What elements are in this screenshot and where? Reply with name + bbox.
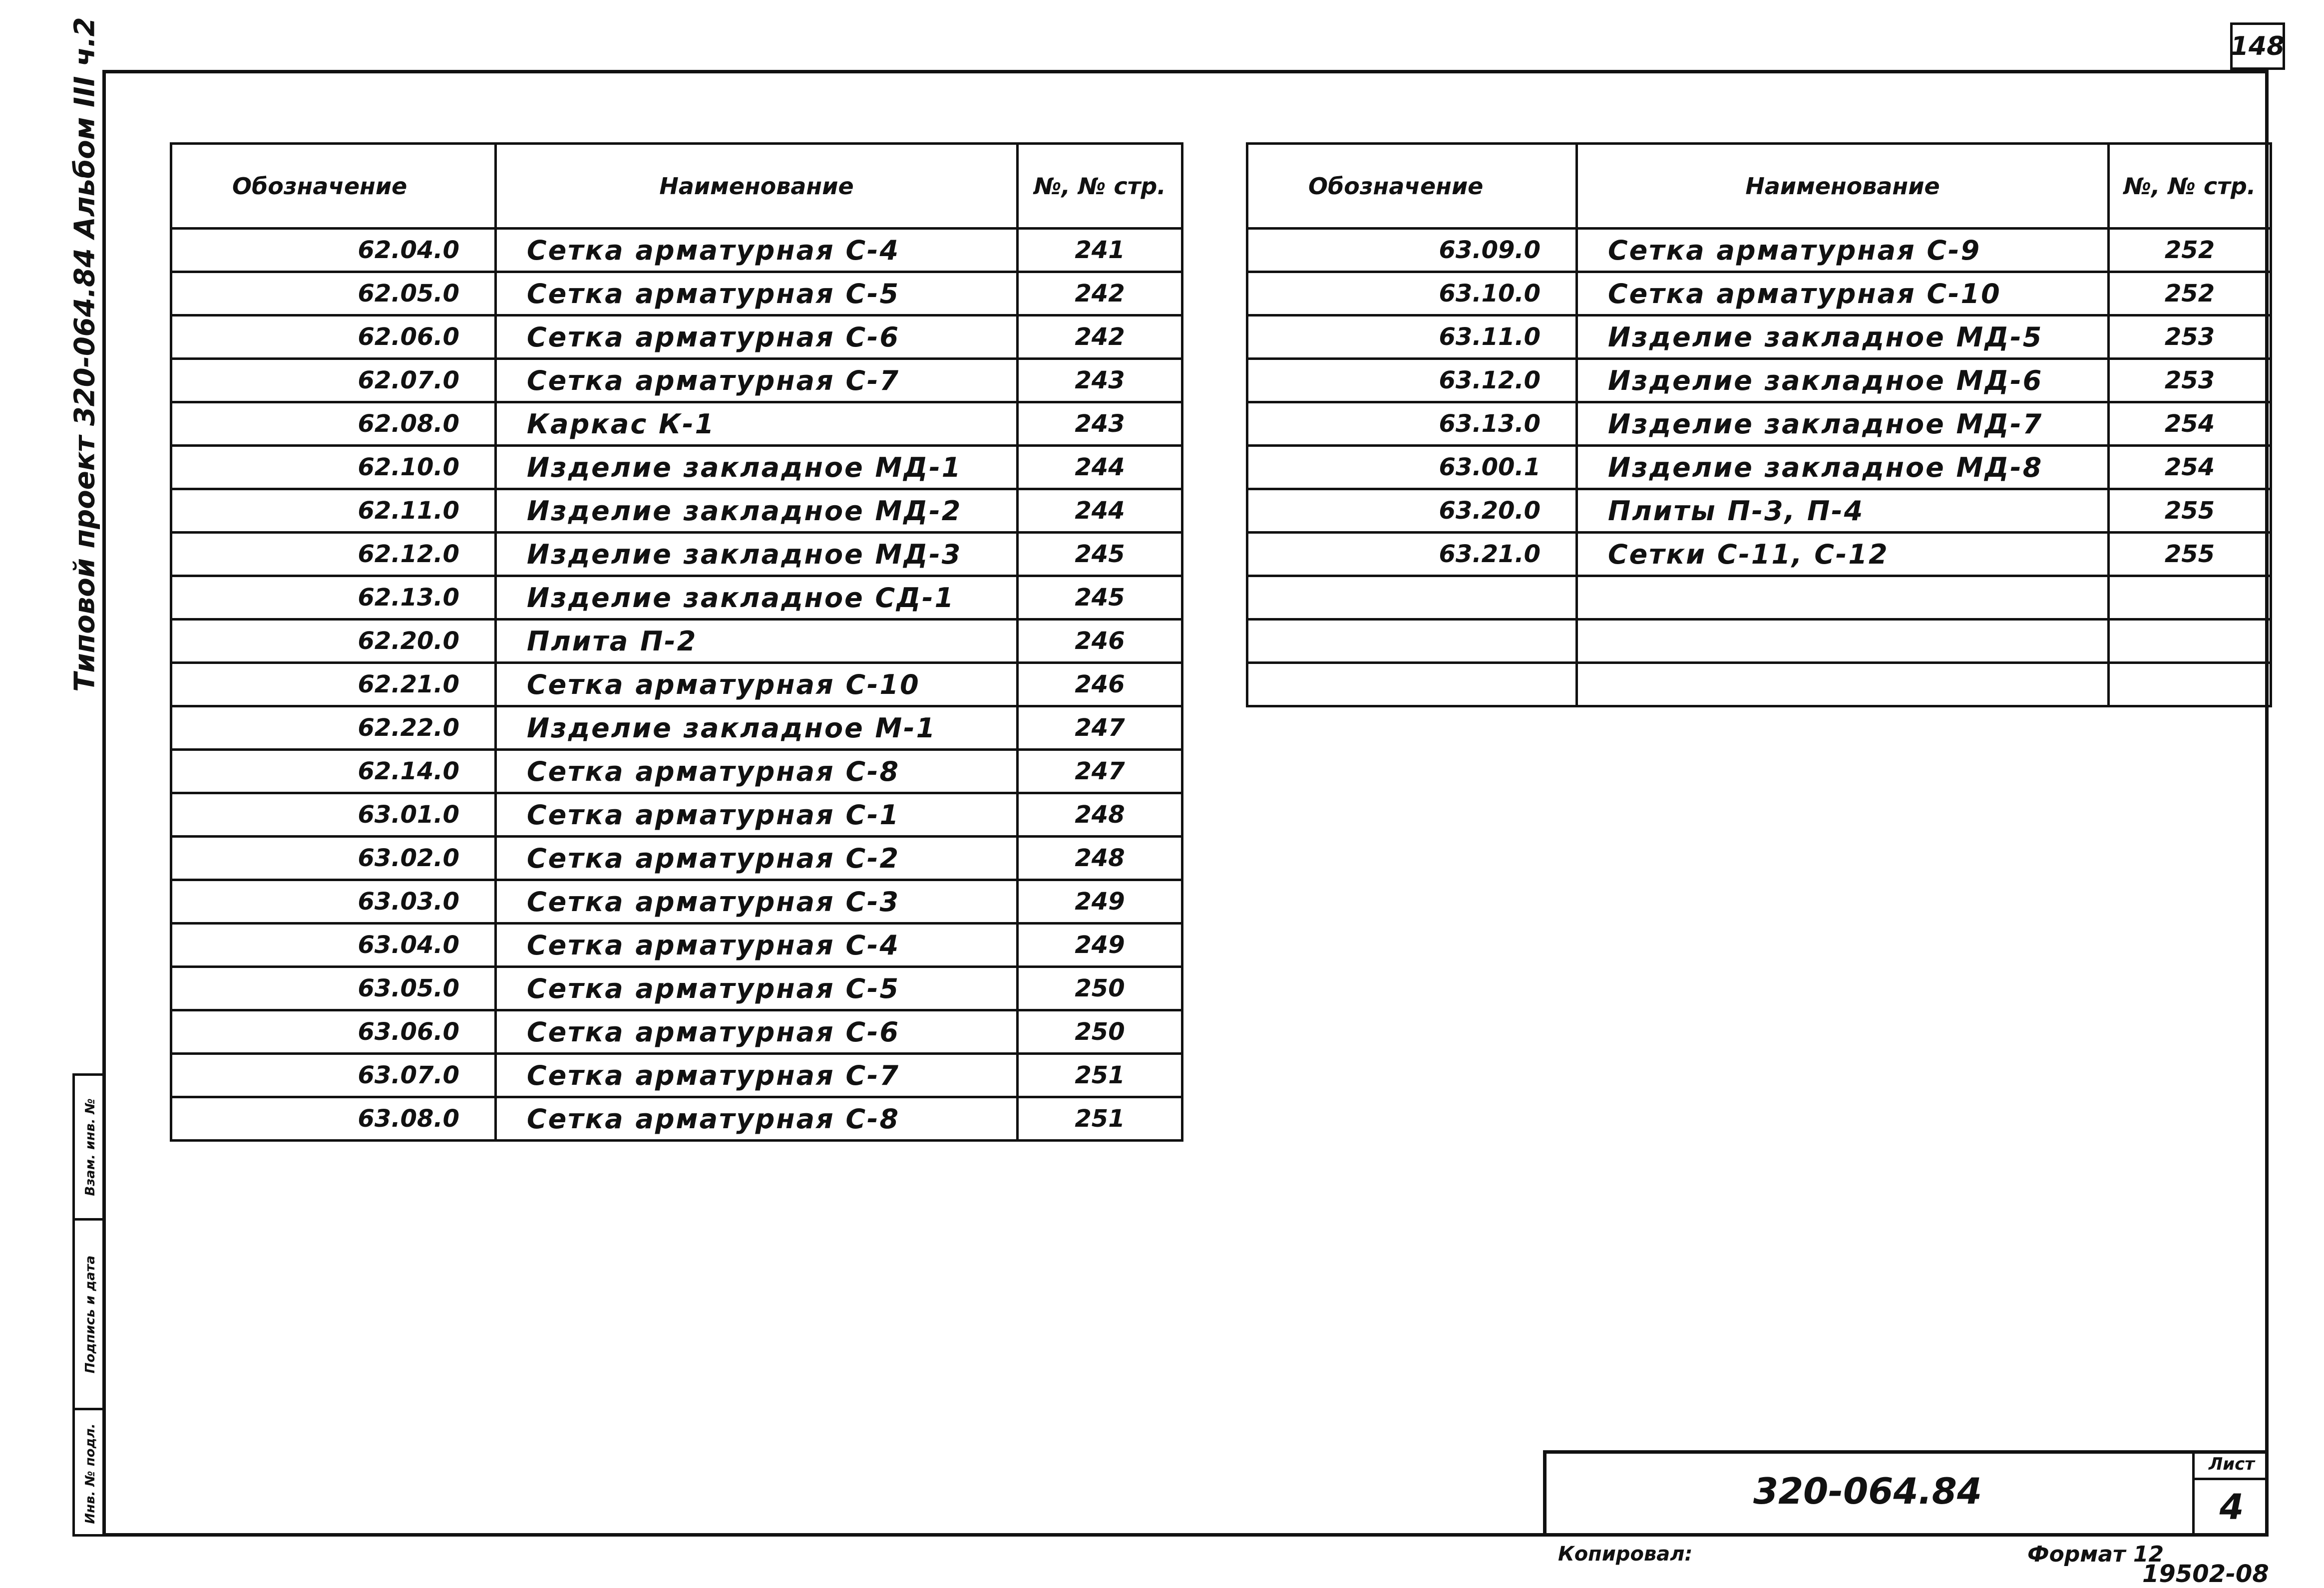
table-row <box>1247 533 2271 576</box>
row-page <box>2109 663 2271 706</box>
row-page: 250 <box>1018 967 1182 1010</box>
row-name: Сетка арматурная С-3 <box>496 880 1018 924</box>
stamp-label-inventory: Инв. № подл. <box>83 1423 98 1524</box>
row-name <box>1577 576 2109 620</box>
left-table-header-row <box>171 144 1182 229</box>
row-page: 255 <box>2109 489 2271 533</box>
side-title <box>60 17 110 692</box>
row-designation: 63.00.1 <box>1247 446 1577 489</box>
row-page: 243 <box>1018 402 1182 446</box>
row-designation: 62.13.0 <box>171 576 496 620</box>
row-page: 247 <box>1018 750 1182 793</box>
row-name: Изделие закладное МД-6 <box>1577 359 2109 402</box>
side-title-text: Типовой проект 320-064.84 Альбом III ч.2 <box>68 17 101 692</box>
stamp-cell-signature <box>75 1221 106 1410</box>
table-row <box>1247 402 2271 446</box>
row-designation: 63.02.0 <box>171 837 496 880</box>
row-page: 249 <box>1018 924 1182 967</box>
table-row <box>1247 620 2271 663</box>
row-name: Каркас К-1 <box>496 402 1018 446</box>
table-row <box>1247 229 2271 272</box>
format-label: Формат 12 <box>2027 1542 2164 1567</box>
row-designation: 62.12.0 <box>171 533 496 576</box>
table-row <box>171 663 1182 706</box>
left-spec-table <box>170 142 1183 1142</box>
row-page: 246 <box>1018 663 1182 706</box>
row-page: 241 <box>1018 229 1182 272</box>
row-page: 255 <box>2109 533 2271 576</box>
table-row <box>171 793 1182 837</box>
row-designation: 62.20.0 <box>171 620 496 663</box>
table-row <box>171 706 1182 750</box>
row-name: Изделие закладное М-1 <box>496 706 1018 750</box>
row-designation: 62.06.0 <box>171 316 496 359</box>
table-row <box>171 272 1182 316</box>
row-name <box>1577 620 2109 663</box>
row-page: 245 <box>1018 576 1182 620</box>
row-page: 254 <box>2109 446 2271 489</box>
row-page: 243 <box>1018 359 1182 402</box>
row-page: 244 <box>1018 446 1182 489</box>
row-designation: 63.06.0 <box>171 1010 496 1054</box>
row-name: Сетка арматурная С-8 <box>496 1097 1018 1141</box>
row-name: Сетка арматурная С-5 <box>496 967 1018 1010</box>
row-name: Изделие закладное МД-2 <box>496 489 1018 533</box>
row-page: 249 <box>1018 880 1182 924</box>
stamp-strip <box>72 1073 106 1537</box>
row-page: 246 <box>1018 620 1182 663</box>
row-name: Сетка арматурная С-8 <box>496 750 1018 793</box>
row-designation: 62.11.0 <box>171 489 496 533</box>
header-name: Наименование <box>496 144 1018 229</box>
row-name: Сетка арматурная С-9 <box>1577 229 2109 272</box>
row-page <box>2109 620 2271 663</box>
table-row <box>171 837 1182 880</box>
stamp-label-signature: Подпись и дата <box>83 1255 98 1373</box>
row-designation: 63.10.0 <box>1247 272 1577 316</box>
row-page: 242 <box>1018 316 1182 359</box>
row-designation: 63.07.0 <box>171 1054 496 1097</box>
row-page: 253 <box>2109 359 2271 402</box>
header-page: №, № стр. <box>1018 144 1182 229</box>
row-designation: 62.04.0 <box>171 229 496 272</box>
row-name <box>1577 663 2109 706</box>
row-name: Сетка арматурная С-6 <box>496 1010 1018 1054</box>
row-page: 245 <box>1018 533 1182 576</box>
table-row <box>1247 576 2271 620</box>
row-designation: 63.08.0 <box>171 1097 496 1141</box>
row-page: 248 <box>1018 837 1182 880</box>
copied-by-label: Копировал: <box>1558 1543 1693 1566</box>
row-name: Изделие закладное МД-8 <box>1577 446 2109 489</box>
row-name: Сетка арматурная С-1 <box>496 793 1018 837</box>
row-name: Сетка арматурная С-7 <box>496 359 1018 402</box>
row-designation: 62.05.0 <box>171 272 496 316</box>
row-name: Изделие закладное МД-7 <box>1577 402 2109 446</box>
order-number: 19502-08 <box>2142 1560 2269 1588</box>
row-name: Изделие закладное МД-1 <box>496 446 1018 489</box>
table-row <box>171 750 1182 793</box>
table-row <box>171 1097 1182 1141</box>
row-page: 253 <box>2109 316 2271 359</box>
row-designation: 63.21.0 <box>1247 533 1577 576</box>
row-name: Сетка арматурная С-5 <box>496 272 1018 316</box>
right-spec-table <box>1246 142 2272 707</box>
row-designation: 62.08.0 <box>171 402 496 446</box>
row-page: 252 <box>2109 272 2271 316</box>
sheet-number: 4 <box>2192 1478 2269 1537</box>
table-row <box>171 967 1182 1010</box>
row-name: Изделие закладное СД-1 <box>496 576 1018 620</box>
row-designation <box>1247 576 1577 620</box>
row-page: 251 <box>1018 1097 1182 1141</box>
row-name: Сетка арматурная С-10 <box>496 663 1018 706</box>
row-designation: 63.01.0 <box>171 793 496 837</box>
row-page: 250 <box>1018 1010 1182 1054</box>
table-row <box>1247 663 2271 706</box>
row-designation: 63.11.0 <box>1247 316 1577 359</box>
row-page: 251 <box>1018 1054 1182 1097</box>
row-page <box>2109 576 2271 620</box>
row-designation: 62.10.0 <box>171 446 496 489</box>
right-table-header-row <box>1247 144 2271 229</box>
table-row <box>171 446 1182 489</box>
row-designation: 63.13.0 <box>1247 402 1577 446</box>
row-name: Сетка арматурная С-4 <box>496 229 1018 272</box>
row-designation: 62.07.0 <box>171 359 496 402</box>
row-page: 254 <box>2109 402 2271 446</box>
table-row <box>171 924 1182 967</box>
row-page: 252 <box>2109 229 2271 272</box>
sheet-label: Лист <box>2192 1450 2269 1480</box>
row-page: 247 <box>1018 706 1182 750</box>
row-designation: 63.03.0 <box>171 880 496 924</box>
row-designation: 62.21.0 <box>171 663 496 706</box>
header-name: Наименование <box>1577 144 2109 229</box>
table-row <box>171 316 1182 359</box>
row-designation: 63.12.0 <box>1247 359 1577 402</box>
table-row <box>171 1010 1182 1054</box>
table-row <box>1247 316 2271 359</box>
row-name: Плита П-2 <box>496 620 1018 663</box>
sheet-top-number: 148 <box>2230 31 2285 61</box>
header-designation: Обозначение <box>1247 144 1577 229</box>
row-name: Плиты П-3, П-4 <box>1577 489 2109 533</box>
row-designation: 63.04.0 <box>171 924 496 967</box>
table-row <box>171 359 1182 402</box>
table-row <box>1247 489 2271 533</box>
table-row <box>1247 359 2271 402</box>
table-row <box>171 533 1182 576</box>
table-row <box>1247 272 2271 316</box>
row-name: Сетка арматурная С-7 <box>496 1054 1018 1097</box>
row-name: Сетка арматурная С-10 <box>1577 272 2109 316</box>
table-row <box>171 229 1182 272</box>
row-name: Сетка арматурная С-4 <box>496 924 1018 967</box>
row-page: 244 <box>1018 489 1182 533</box>
row-designation: 63.20.0 <box>1247 489 1577 533</box>
table-row <box>171 880 1182 924</box>
table-row <box>171 489 1182 533</box>
row-page: 242 <box>1018 272 1182 316</box>
table-row <box>171 1054 1182 1097</box>
stamp-cell-inventory <box>75 1410 106 1537</box>
row-page: 248 <box>1018 793 1182 837</box>
table-row <box>1247 446 2271 489</box>
row-name: Сетки С-11, С-12 <box>1577 533 2109 576</box>
stamp-label-replacement: Взам. инв. № <box>83 1098 98 1196</box>
row-name: Сетка арматурная С-2 <box>496 837 1018 880</box>
stamp-cell-replacement <box>75 1076 106 1221</box>
sheet-number-box <box>2230 22 2285 70</box>
row-designation: 62.22.0 <box>171 706 496 750</box>
document-code: 320-064.84 <box>1753 1470 1982 1512</box>
row-name: Изделие закладное МД-3 <box>496 533 1018 576</box>
row-designation: 63.09.0 <box>1247 229 1577 272</box>
header-page: №, № стр. <box>2109 144 2271 229</box>
row-name: Изделие закладное МД-5 <box>1577 316 2109 359</box>
row-designation: 63.05.0 <box>171 967 496 1010</box>
row-designation: 62.14.0 <box>171 750 496 793</box>
header-designation: Обозначение <box>171 144 496 229</box>
row-designation <box>1247 663 1577 706</box>
row-name: Сетка арматурная С-6 <box>496 316 1018 359</box>
table-row <box>171 620 1182 663</box>
table-row <box>171 576 1182 620</box>
table-row <box>171 402 1182 446</box>
row-designation <box>1247 620 1577 663</box>
